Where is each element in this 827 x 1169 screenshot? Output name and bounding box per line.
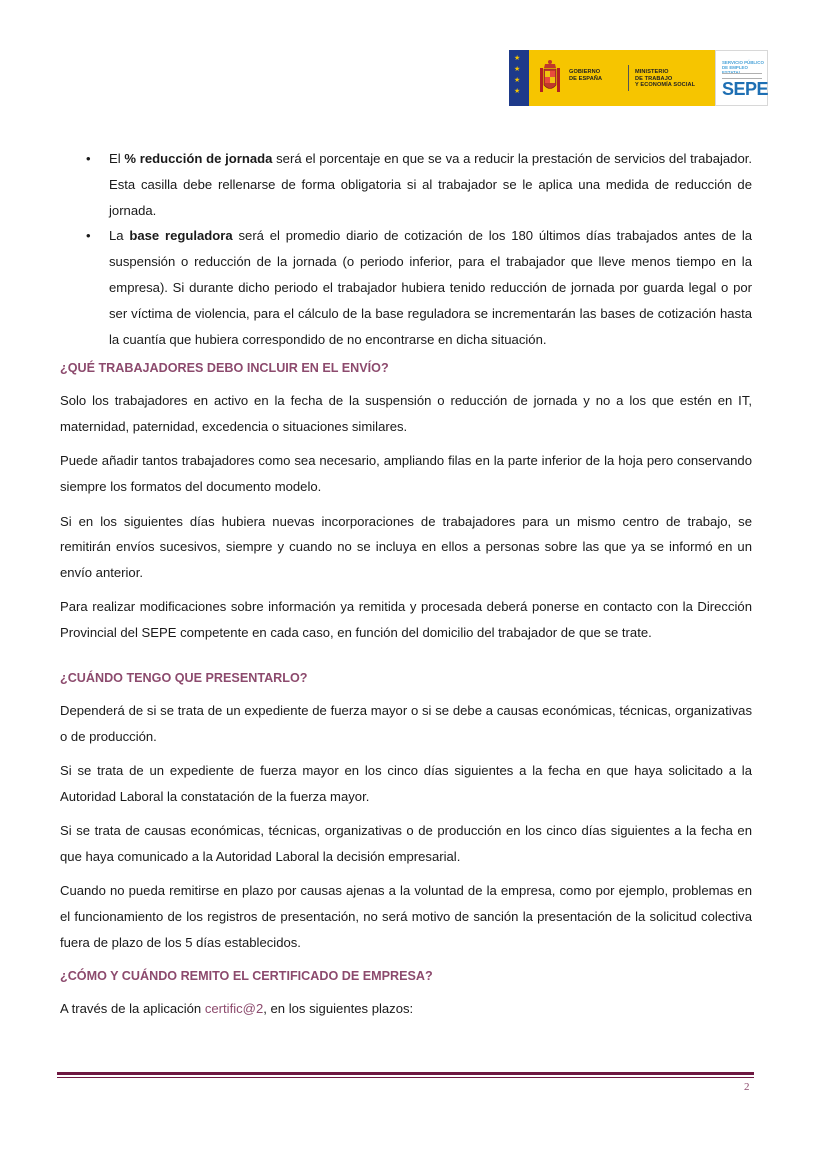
paragraph: Solo los trabajadores en activo en la fecha de la suspensión o reducción de jornada y no a los que estén en IT, maternidad, paternidad, excedencia o situaciones similares. bbox=[60, 393, 752, 435]
document-body bbox=[60, 146, 752, 1031]
paragraph: Si se trata de causas económicas, técnicas, organizativas o de producción en los cinco días siguientes a la fecha en que haya comunicado a la Autoridad Laboral la decisión empresarial. bbox=[60, 823, 752, 865]
gobierno-label: GOBIERNO DE ESPAÑA bbox=[569, 69, 603, 82]
footer-rule bbox=[57, 1072, 754, 1075]
bullet-item-reduccion-jornada: • El % reducción de jornada será el porcentaje en que se va a reducir la prestación de servicios del trabajador. Esta casilla debe rellenarse de forma obligatoria si al trabajador se le aplica una medida de reducción de jornada. bbox=[60, 146, 752, 223]
gobierno-banner bbox=[529, 50, 715, 106]
logo-divider bbox=[628, 65, 629, 91]
section-heading-cuando: ¿CUÁNDO TENGO QUE PRESENTARLO? bbox=[60, 671, 308, 686]
term-reduccion-jornada: % reducción de jornada bbox=[124, 151, 273, 166]
paragraph: Dependerá de si se trata de un expediente de fuerza mayor o si se debe a causas económicas, técnicas, organizativas o de producción. bbox=[60, 703, 752, 744]
coat-of-arms-icon bbox=[539, 58, 561, 98]
ministerio-label: MINISTERIO DE TRABAJO Y ECONOMÍA SOCIAL bbox=[635, 69, 696, 89]
bullet-list bbox=[60, 146, 752, 352]
paragraph: Si en los siguientes días hubiera nuevas incorporaciones de trabajadores para un mismo centro de trabajo, se remitirán envíos sucesivos, siempre y cuando no se incluya en ellos a personas sobre las que ya se informó en un envío anterior. bbox=[60, 513, 752, 581]
bullet-item-base-reguladora: • La base reguladora será el promedio diario de cotización de los 180 últimos días trabajados antes de la suspensión o reducción de la jornada (o periodo inferior, para el trabajador que lleve menos tiempo en la empresa). Si durante dicho periodo el trabajador hubiera tenido reducción de jornada por guarda legal o por ser víctima de violencia, para el cálculo de la base reguladora se incrementarán las bases de cotización hasta la cuantía que hubiera correspondido de no encontrarse en dicha situación. bbox=[60, 223, 752, 352]
eu-flag-icon: ★ ★ ★ ★ bbox=[509, 50, 529, 106]
sepe-logo bbox=[715, 50, 768, 106]
term-base-reguladora: base reguladora bbox=[129, 228, 233, 244]
paragraph: A través de la aplicación certific@2, en los siguientes plazos: bbox=[60, 1001, 414, 1017]
section-heading-trabajadores: ¿QUÉ TRABAJADORES DEBO INCLUIR EN EL ENVÍO? bbox=[60, 361, 389, 376]
certifica-link[interactable]: certific@2 bbox=[204, 1001, 264, 1017]
footer-rule-thin bbox=[57, 1077, 754, 1078]
sepe-subtitle: SERVICIO PÚBLICO DE EMPLEO ESTATAL bbox=[722, 60, 764, 75]
paragraph: Puede añadir tantos trabajadores como sea necesario, ampliando filas en la parte inferior de la hoja pero conservando siempre los formatos del documento modelo. bbox=[60, 453, 752, 495]
section-heading-certificado: ¿CÓMO Y CUÁNDO REMITO EL CERTIFICADO DE EMPRESA? bbox=[60, 969, 433, 984]
paragraph: Si se trata de un expediente de fuerza mayor en los cinco días siguientes a la fecha en que haya solicitado a la Autoridad Laboral la constatación de la fuerza mayor. bbox=[60, 763, 752, 804]
paragraph: Para realizar modificaciones sobre información ya remitida y procesada deberá ponerse en contacto con la Dirección Provincial del SEPE competente en cada caso, en función del domicilio del trabajador de que se trate. bbox=[60, 599, 752, 641]
page-number: 2 bbox=[744, 1081, 750, 1093]
government-logo bbox=[509, 50, 770, 106]
paragraph: Cuando no pueda remitirse en plazo por causas ajenas a la voluntad de la empresa, como por ejemplo, problemas en el funcionamiento de los registros de presentación, no será motivo de sanción la presentación de la solicitud colectiva fuera de plazo de los 5 días establecidos. bbox=[60, 883, 752, 950]
sepe-wordmark: SEPE bbox=[722, 79, 769, 99]
